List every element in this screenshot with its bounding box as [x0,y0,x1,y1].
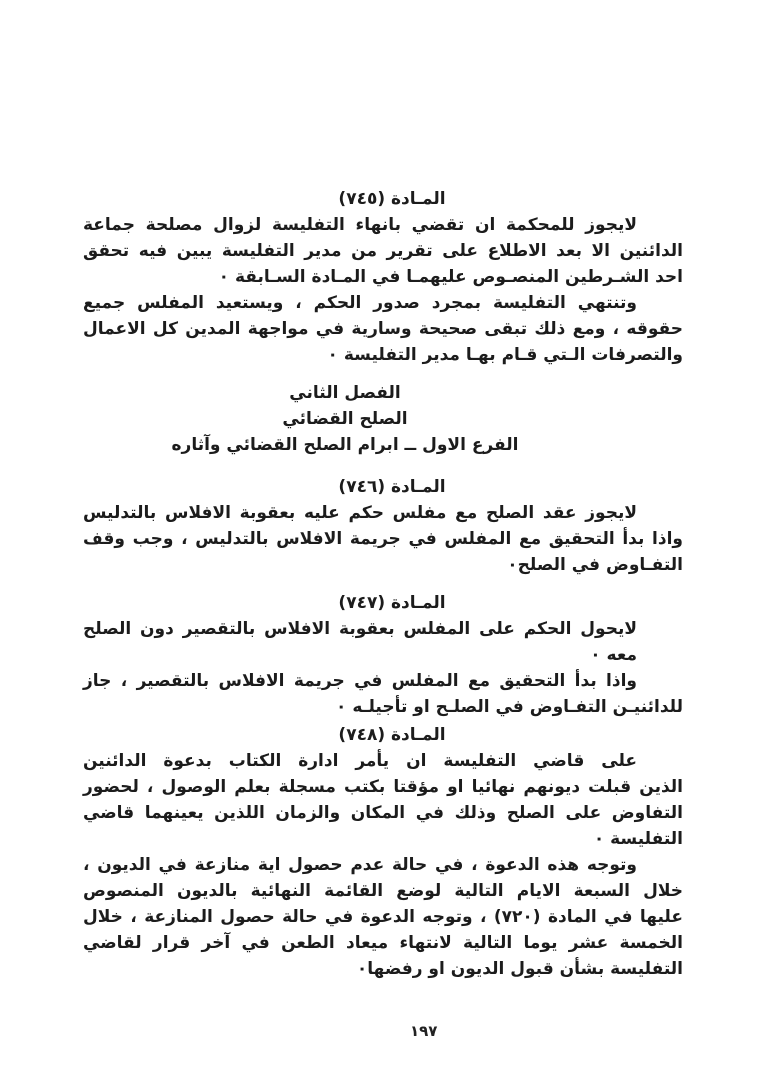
article-748-paragraph-2 [83,852,683,982]
text-line: على قاضي التفليسة ان يأمر ادارة الكتاب بدعوة الدائنين [83,751,637,771]
article-747-paragraph-2 [83,668,683,720]
article-747-heading: المـادة (٧٤٧) [338,593,446,613]
text-line: عليها في المادة (٧٢٠) ، وتوجه الدعوة في حالة حصول المنازعة ، خلال [83,907,683,927]
text-line: احد الشـرطين المنصـوص عليهمـا في المـادة السـابقة ٠ [218,267,683,287]
text-line: التفليسة بشأن قبول الديون او رفضها٠ [356,959,683,979]
chapter-title: الفصل الثاني [289,383,401,403]
text-line: الخمسة عشر يوما التالية لانتهاء ميعاد الطعن في آخر قرار لقاضي [83,933,683,953]
text-line: لايحول الحكم على المفلس بعقوبة الافلاس بالتقصير دون الصلح [83,619,637,639]
text-line: واذا بدأ التحقيق مع المفلس في جريمة الافلاس بالتقصير ، جاز [83,671,637,691]
text-line: واذا بدأ التحقيق مع المفلس في جريمة الافلاس بالتدليس ، وجب وقف [83,529,683,549]
article-748-heading: المـادة (٧٤٨) [338,725,446,745]
article-747-paragraph-1 [83,616,683,668]
text-line: وتوجه هذه الدعوة ، في حالة عدم حصول اية منازعة في الديون ، [83,855,637,875]
text-line: للدائنيـن التفـاوض في الصلـح او تأجيلـه ٠ [336,697,683,717]
article-746-paragraph-1 [83,500,683,578]
text-line: حقوقه ، ومع ذلك تبقى صحيحة وسارية في مواجهة المدين كل الاعمال [83,319,683,339]
article-748-paragraph-1 [83,748,683,852]
chapter-heading-block [83,380,683,458]
text-line: خلال السبعة الايام التالية لوضع القائمة النهائية بالديون المنصوص [83,881,683,901]
article-745-paragraph-1 [83,212,683,290]
text-line: التفليسة ٠ [593,829,683,849]
text-line: الدائنين الا بعد الاطلاع على تقرير من مدير التفليسة يبين فيه تحقق [83,241,683,261]
article-745-heading: المـادة (٧٤٥) [338,189,446,209]
text-line: التفـاوض في الصلح٠ [507,555,683,575]
section-title: الفرع الاول ــ ابرام الصلح القضائي وآثاره [171,435,519,455]
text-line: لايجوز عقد الصلح مع مفلس حكم عليه بعقوبة الافلاس بالتدليس [83,503,637,523]
text-line: وتنتهي التفليسة بمجرد صدور الحكم ، ويستعيد المفلس جميع [83,293,637,313]
article-745-paragraph-2 [83,290,683,368]
text-line: لايجوز للمحكمة ان تقضي بانهاء التفليسة لزوال مصلحة جماعة [83,215,637,235]
text-line: الذين قبلت ديونهم نهائيا او مؤقتا بكتب مسجلة بعلم الوصول ، لحضور [83,777,683,797]
text-line: معه ٠ [590,645,637,665]
text-line: والتصرفات الـتي قـام بهـا مدير التفليسة ٠ [327,345,683,365]
page-number: ١٩٧ [410,1022,438,1040]
article-746-heading: المـادة (٧٤٦) [338,477,446,497]
chapter-subtitle: الصلح القضائي [282,409,408,429]
page-content [83,186,683,982]
text-line: التفاوض على الصلح وذلك في المكان والزمان اللذين يعينهما قاضي [83,803,683,823]
